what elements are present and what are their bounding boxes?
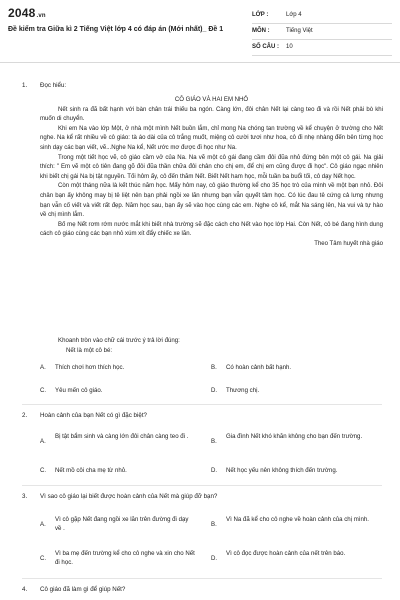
option-a[interactable] — [40, 516, 205, 534]
option-d[interactable] — [211, 467, 386, 476]
passage-paragraph: Trong một tiết học vẽ, cô giáo cầm vở của Na. Na vẽ một cô gái đang cầm đôi đũa nhỏ đứng bên một cô gái. Na giải thích: " Em vẽ một cô tiên đang gõ đôi đũa thần chữa đôi chân cho chị em, để chị em cũng được đi học". Cô giáo ngạc nhiên khi biết chị gái Na bị tật nguyền. Tối hôm ấy, cô đến thăm Nết. Biết Nết ham học, mỗi tuần ba buổi tối, cô dạy Nết học. — [40, 154, 383, 180]
question-3-header — [0, 493, 400, 503]
passage-source: Theo Tâm huyết nhà giáo — [314, 240, 383, 247]
option-letter: C. — [40, 387, 47, 394]
question-number: 2. — [22, 412, 28, 419]
reading-passage — [40, 96, 383, 250]
divider — [22, 404, 382, 405]
option-d[interactable] — [211, 550, 386, 568]
option-text: Yêu mến cô giáo. — [55, 387, 103, 394]
question-2-header — [0, 412, 400, 422]
passage-paragraph: Nết sinh ra đã bất hạnh với bàn chân trái thiếu ba ngón. Càng lớn, đôi chân Nết lại càng teo đi và rồi Nết phải bò khi muốn di chuyển. — [40, 106, 383, 123]
meta-subject-label: MÔN : — [252, 28, 270, 34]
divider — [22, 578, 382, 579]
option-text: Vì ba mẹ đến trường kể cho cô nghe và xin cho Nết đi học. — [55, 550, 195, 566]
option-text: Thích chơi hơn thích học. — [55, 364, 125, 371]
option-letter: A. — [40, 521, 46, 528]
question-number: 1. — [22, 82, 28, 89]
logo-text: 2048 — [8, 6, 36, 20]
instruction-text: Khoanh tròn vào chữ cái trước ý trả lời đúng: — [58, 337, 180, 344]
option-text: Nết mồ côi cha mẹ từ nhỏ. — [55, 467, 127, 474]
meta-class-label: LỚP : — [252, 12, 269, 18]
option-c[interactable] — [40, 550, 205, 568]
question-number: 4. — [22, 586, 28, 593]
option-a[interactable] — [40, 433, 205, 451]
option-a[interactable] — [40, 364, 190, 373]
option-letter: B. — [211, 521, 217, 528]
divider — [22, 485, 382, 486]
option-text: Bị tật bẩm sinh và càng lớn đôi chân càng teo đi . — [55, 433, 189, 440]
option-text: Thương chị. — [226, 387, 260, 394]
story-title: CÔ GIÁO VÀ HAI EM NHỎ — [174, 97, 249, 103]
option-text: Vì cô đọc được hoàn cảnh của nết trên báo. — [226, 550, 346, 557]
meta-class-value: Lớp 4 — [286, 12, 302, 18]
passage-paragraph: Còn một tháng nữa là kết thúc năm học. Mấy hôm nay, cô giáo thường kể cho 35 học trò của mình về một bạn nhỏ. Đôi chân bạn ấy không may bị tê liệt nên bạn phải ngồi xe lăn nhưng bạn vẫn quyết tâm học. Có lúc đau tê cứng cả lưng nhưng bạn vẫn cố viết và viết rất đẹp. Năm học sau, bạn ấy sẽ vào học cùng các em. Nghe cô kể, mắt Na sáng lên, Na vui và tự hào về chị mình lắm. — [40, 183, 383, 219]
option-letter: B. — [211, 438, 217, 445]
option-text: Vì Na đã kể cho cô nghe về hoàn cảnh của chị mình. — [226, 516, 369, 523]
option-letter: D. — [211, 387, 218, 394]
option-text: Gia đình Nết khó khăn không cho bạn đến trường. — [226, 433, 363, 440]
option-letter: C. — [40, 467, 47, 474]
meta-count-label: SỐ CÂU : — [252, 44, 279, 50]
question-text: Đọc hiểu: — [40, 82, 67, 89]
option-c[interactable] — [40, 467, 205, 476]
question-number: 3. — [22, 493, 28, 500]
question-text: Vì sao cô giáo lại biết được hoàn cảnh của Nết mà giúp đỡ bạn? — [40, 493, 218, 500]
option-c[interactable] — [40, 387, 190, 396]
meta-count-value: 10 — [286, 44, 293, 50]
meta-subject-value: Tiếng Việt — [286, 28, 313, 34]
sub-question: Nết là một cô bé: — [66, 346, 113, 354]
option-letter: A. — [40, 364, 46, 371]
passage-paragraph: Khi em Na vào lớp Một, ở nhà một mình Nết buồn lắm, chỉ mong Na chóng tan trường về kể chuyện ở trường cho Nết nghe. Na kể rất nhiều về cô giáo: tà áo dài của cô trắng muốt, miệng cô cười tươi như hoa, cô đi nhẹ nhàng đến bên từng học sinh dạy các bạn viết, vẽ...Nghe Na kể, Nết ước mơ được đi học như Na. — [40, 125, 383, 151]
instruction-block — [58, 336, 180, 355]
option-letter: D. — [211, 555, 218, 562]
option-letter: A. — [40, 438, 46, 445]
meta-count-row — [252, 40, 392, 56]
logo-suffix: .vn — [36, 13, 46, 19]
question-4-header — [0, 586, 400, 596]
option-letter: B. — [211, 364, 217, 371]
option-text: Có hoàn cảnh bất hạnh. — [226, 364, 292, 371]
meta-info — [252, 8, 392, 56]
question-text: Hoàn cảnh của bạn Nết có gì đặc biệt? — [40, 412, 147, 419]
option-b[interactable] — [211, 433, 386, 451]
option-text: Nết học yếu nên không thích đến trường. — [226, 467, 338, 474]
option-text: Vì cô gặp Nết đang ngồi xe lăn trên đường đi dạy về . — [55, 516, 189, 532]
option-b[interactable] — [211, 516, 386, 534]
option-d[interactable] — [211, 387, 386, 396]
option-letter: C. — [40, 555, 47, 562]
document-header — [0, 0, 400, 63]
option-letter: D. — [211, 467, 218, 474]
question-text: Cô giáo đã làm gì để giúp Nết? — [40, 586, 126, 593]
option-b[interactable] — [211, 364, 386, 373]
question-1-header — [0, 82, 400, 92]
meta-subject-row — [252, 24, 392, 40]
passage-paragraph: Bố mẹ Nết rơm rớm nước mắt khi biết nhà trường sẽ đặc cách cho Nết vào học lớp Hai. Còn Nết, cô bé đang hình dung cách cô giáo cùng các bạn nhỏ xúm xít đẩy chiếc xe lăn. — [40, 221, 383, 238]
site-logo[interactable] — [8, 6, 46, 20]
meta-class-row — [252, 8, 392, 24]
page-title: Đề kiểm tra Giữa kì 2 Tiếng Việt lớp 4 có đáp án (Mới nhất)_ Đề 1 — [8, 26, 224, 33]
